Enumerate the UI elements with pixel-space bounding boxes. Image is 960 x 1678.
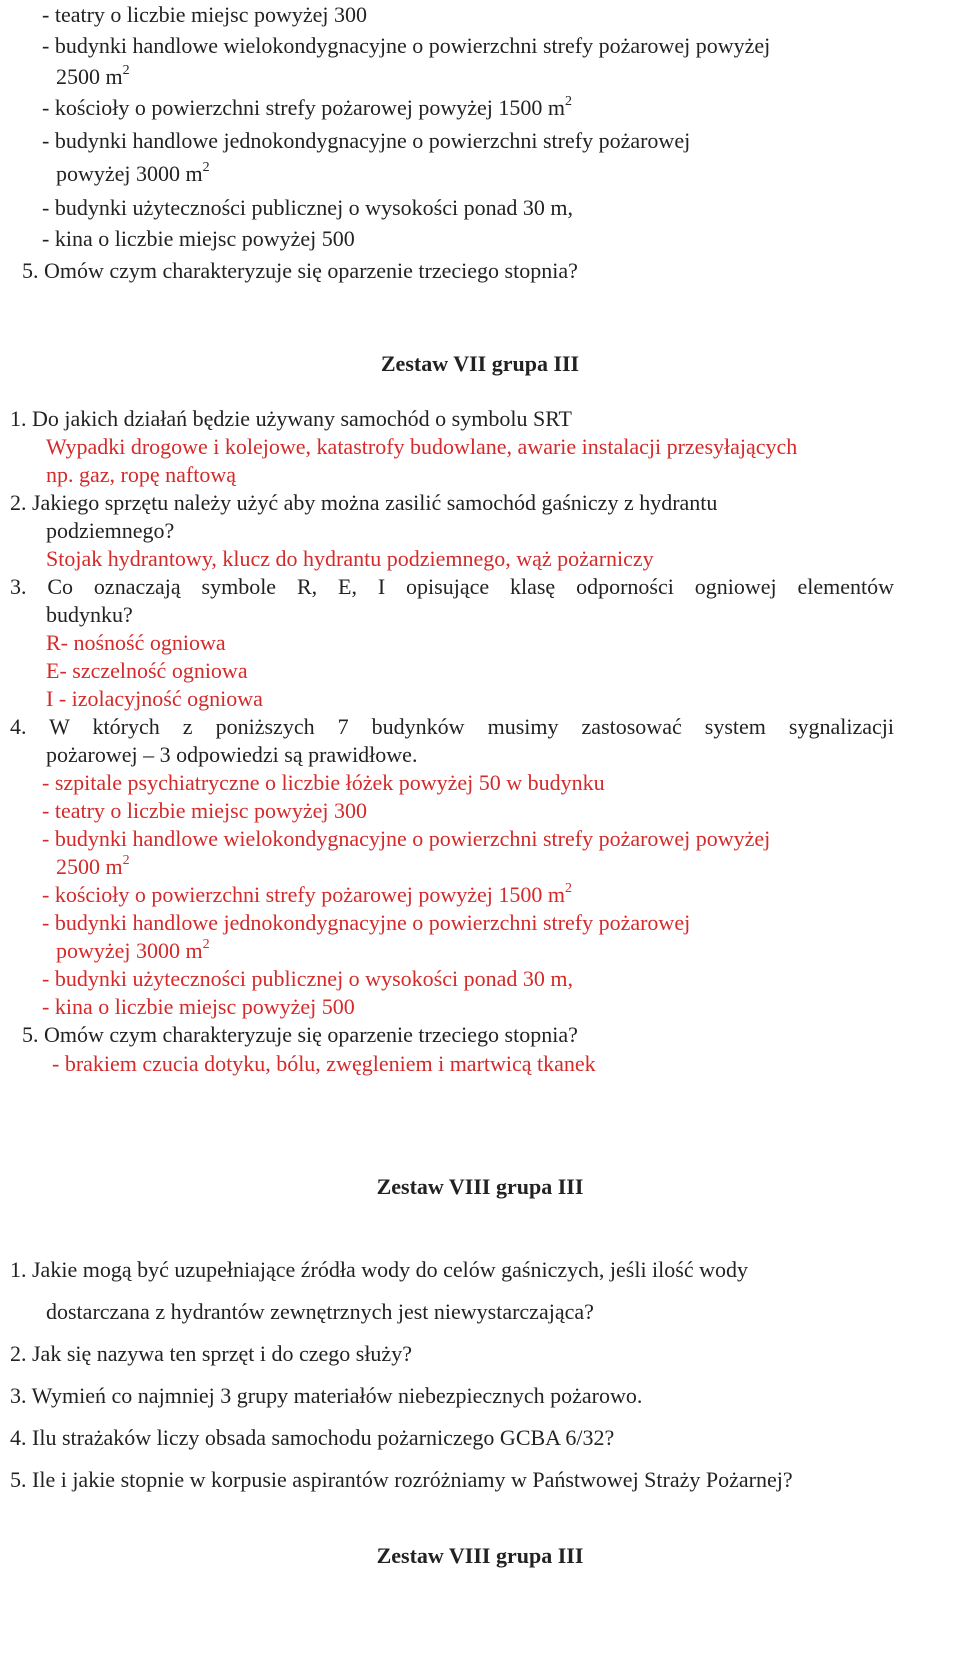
list-item: powyżej 3000 $m^2$ bbox=[56, 159, 210, 186]
list-item: powyżej 3000 $m^2$ bbox=[56, 936, 210, 963]
question: budynku? bbox=[46, 602, 133, 627]
list-item: - budynki handlowe jednokondygnacyjne o powierzchni strefy pożarowej bbox=[42, 128, 691, 153]
question: 5. Omów czym charakteryzuje się oparzenie trzeciego stopnia? bbox=[22, 1022, 578, 1047]
answer: E- szczelność ogniowa bbox=[46, 658, 248, 683]
list-item: - kościoły o powierzchni strefy pożarowej powyżej 1500 $m^2$ bbox=[42, 880, 572, 907]
question: 4. W których z poniższych 7 budynków musimy zastosować system sygnalizacji bbox=[10, 714, 894, 739]
list-item: - budynki użyteczności publicznej o wysokości ponad 30 m, bbox=[42, 966, 573, 991]
answer: Wypadki drogowe i kolejowe, katastrofy budowlane, awarie instalacji przesyłających bbox=[46, 434, 798, 459]
list-item: - budynki handlowe jednokondygnacyjne o powierzchni strefy pożarowej bbox=[42, 910, 691, 935]
answer: np. gaz, ropę naftową bbox=[46, 462, 236, 487]
list-item: - teatry o liczbie miejsc powyżej 300 bbox=[42, 798, 367, 823]
list-item: - budynki handlowe wielokondygnacyjne o powierzchni strefy pożarowej powyżej bbox=[42, 826, 771, 851]
list-item: - kina o liczbie miejsc powyżej 500 bbox=[42, 994, 355, 1019]
question: 1. Do jakich działań będzie używany samochód o symbolu SRT bbox=[10, 406, 572, 431]
answer: Stojak hydrantowy, klucz do hydrantu podziemnego, wąż pożarniczy bbox=[46, 546, 654, 571]
answer: R- nośność ogniowa bbox=[46, 630, 226, 655]
question: 5. Ile i jakie stopnie w korpusie aspirantów rozróżniamy w Państwowej Straży Pożarnej? bbox=[10, 1467, 793, 1492]
section-heading: Zestaw VIII grupa III bbox=[376, 1543, 584, 1568]
question: 2. Jakiego sprzętu należy użyć aby można zasilić samochód gaśniczy z hydrantu bbox=[10, 490, 718, 515]
list-item: - teatry o liczbie miejsc powyżej 300 bbox=[42, 2, 367, 27]
question: dostarczana z hydrantów zewnętrznych jest niewystarczająca? bbox=[46, 1299, 594, 1324]
question: 1. Jakie mogą być uzupełniające źródła wody do celów gaśniczych, jeśli ilość wody bbox=[10, 1257, 748, 1282]
list-item: - szpitale psychiatryczne o liczbie łóżek powyżej 50 w budynku bbox=[42, 770, 605, 795]
question: 4. Ilu strażaków liczy obsada samochodu pożarniczego GCBA 6/32? bbox=[10, 1425, 615, 1450]
section-heading: Zestaw VIII grupa III bbox=[376, 1174, 584, 1199]
list-item: - budynki użyteczności publicznej o wysokości ponad 30 m, bbox=[42, 195, 573, 220]
question: 3. Co oznaczają symbole R, E, I opisujące klasę odporności ogniowej elementów bbox=[10, 574, 894, 599]
answer: I - izolacyjność ogniowa bbox=[46, 686, 263, 711]
question: 2. Jak się nazywa ten sprzęt i do czego służy? bbox=[10, 1341, 412, 1366]
question: 3. Wymień co najmniej 3 grupy materiałów niebezpiecznych pożarowo. bbox=[10, 1383, 643, 1408]
list-item: - budynki handlowe wielokondygnacyjne o powierzchni strefy pożarowej powyżej bbox=[42, 33, 771, 58]
list-item: 2500 $m^2$ bbox=[56, 852, 130, 879]
answer: - brakiem czucia dotyku, bólu, zwęgleniem i martwicą tkanek bbox=[52, 1051, 596, 1076]
question: pożarowej – 3 odpowiedzi są prawidłowe. bbox=[46, 742, 418, 767]
section-heading: Zestaw VII grupa III bbox=[380, 351, 580, 376]
list-item: - kina o liczbie miejsc powyżej 500 bbox=[42, 226, 355, 251]
list-item: - kościoły o powierzchni strefy pożarowej powyżej 1500 $m^2$ bbox=[42, 93, 572, 120]
question: podziemnego? bbox=[46, 518, 175, 543]
question: 5. Omów czym charakteryzuje się oparzenie trzeciego stopnia? bbox=[22, 258, 578, 283]
list-item: 2500 $m^2$ bbox=[56, 62, 130, 89]
